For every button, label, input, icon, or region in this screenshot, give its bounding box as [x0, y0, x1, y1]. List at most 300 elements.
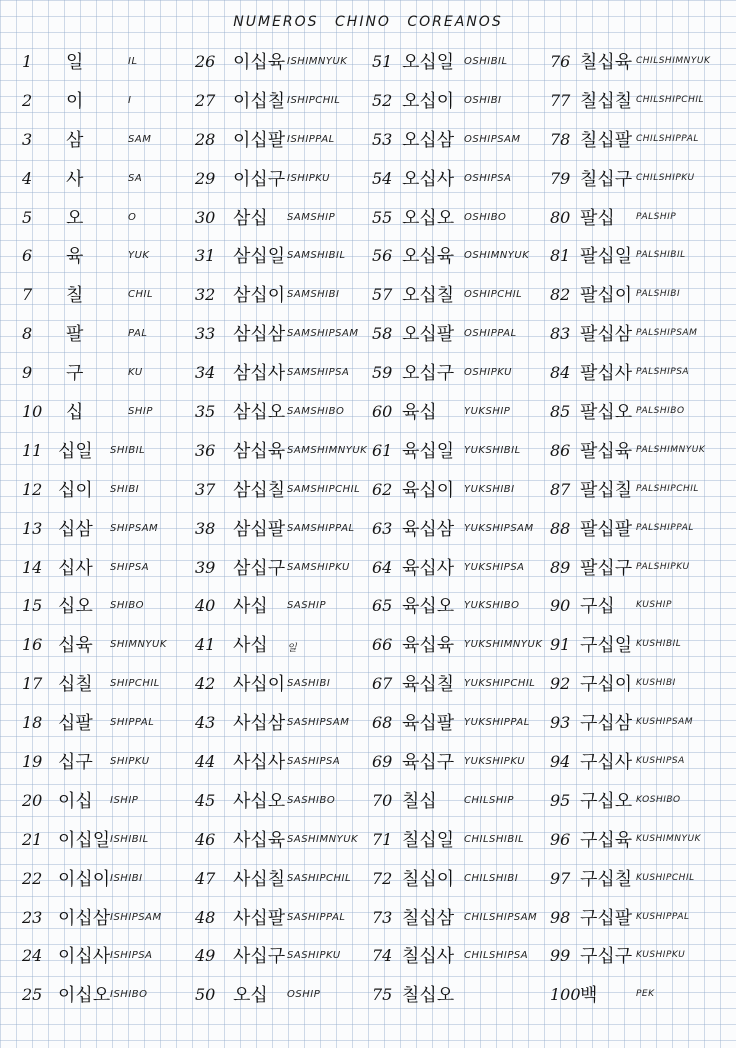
korean-numeral: 삼십팔 [233, 518, 286, 540]
romanization: SHIBO [110, 600, 145, 612]
romanization: PALSHIPKU [636, 561, 690, 572]
number-digits: 92 [550, 674, 571, 694]
romanization: SASHIP [287, 600, 327, 612]
romanization: IL [128, 56, 138, 67]
number-digits: 69 [372, 752, 393, 772]
korean-numeral: 십구 [58, 752, 93, 774]
number-digits: 17 [22, 674, 43, 694]
number-digits: 91 [550, 635, 571, 655]
romanization: SAMSHIPCHIL [287, 483, 361, 495]
korean-numeral: 팔십팔 [580, 518, 633, 540]
number-digits: 53 [372, 129, 393, 149]
number-digits: 2 [22, 90, 33, 110]
romanization: KUSHIMNYUK [636, 833, 701, 844]
romanization: SASHIBO [287, 794, 336, 806]
korean-numeral: 팔십삼 [580, 324, 633, 346]
korean-numeral: 오십구 [402, 363, 455, 385]
number-digits: 4 [22, 168, 33, 188]
romanization: YUKSHIPCHIL [464, 678, 536, 690]
number-digits: 40 [195, 596, 216, 616]
romanization: ISHIPPAL [287, 133, 335, 145]
number-digits: 70 [372, 790, 393, 810]
number-digits: 56 [372, 246, 393, 266]
number-digits: 62 [372, 479, 393, 499]
romanization: SAMSHIPKU [287, 561, 350, 573]
romanization: SHIPSAM [110, 522, 159, 534]
romanization: O [128, 211, 137, 223]
korean-numeral: 팔십 [580, 207, 615, 229]
number-digits: 25 [22, 985, 43, 1005]
page-title: NUMEROS CHINO COREANOS [233, 14, 503, 30]
korean-numeral: 오십팔 [402, 324, 455, 346]
number-digits: 100 [550, 985, 581, 1005]
korean-numeral: 팔십이 [580, 285, 633, 307]
romanization: KU [128, 367, 143, 379]
number-digits: 14 [22, 557, 43, 577]
number-digits: 89 [550, 557, 571, 577]
number-digits: 38 [195, 518, 216, 538]
number-digits: 58 [372, 324, 393, 344]
number-digits: 12 [22, 479, 43, 499]
romanization: SHIPKU [110, 756, 150, 768]
romanization: CHILSHIP [464, 794, 514, 806]
number-digits: 75 [372, 985, 393, 1005]
romanization: ISHIBI [110, 872, 143, 884]
korean-numeral: 사십이 [233, 674, 286, 696]
korean-numeral: 백 [580, 985, 598, 1007]
korean-numeral: 구십육 [580, 829, 633, 851]
korean-numeral: 육 [66, 246, 84, 268]
korean-numeral: 육십칠 [402, 674, 455, 696]
romanization: SAM [128, 133, 152, 145]
romanization: SHIBI [110, 483, 140, 495]
number-digits: 18 [22, 713, 43, 733]
number-digits: 83 [550, 324, 571, 344]
korean-numeral: 사십 [233, 596, 268, 618]
number-digits: 73 [372, 907, 393, 927]
romanization: SHIPCHIL [110, 678, 160, 690]
korean-numeral: 오십칠 [402, 285, 455, 307]
korean-numeral: 팔십사 [580, 363, 633, 385]
romanization: YUKSHIPPAL [464, 717, 530, 729]
number-digits: 98 [550, 907, 571, 927]
number-digits: 23 [22, 907, 43, 927]
romanization: ISHIP [110, 794, 139, 806]
romanization: SHIP [128, 406, 153, 418]
number-digits: 79 [550, 168, 571, 188]
number-digits: 21 [22, 829, 43, 849]
romanization: ISHIMNYUK [287, 56, 348, 67]
romanization: SASHIPCHIL [287, 872, 352, 884]
romanization: YUKSHIMNYUK [464, 639, 543, 651]
korean-numeral: 육십구 [402, 752, 455, 774]
romanization: PAL [128, 328, 148, 340]
number-digits: 78 [550, 129, 571, 149]
romanization: CHILSHIPSA [464, 950, 529, 962]
number-digits: 3 [22, 129, 33, 149]
korean-numeral: 육십이 [402, 479, 455, 501]
korean-numeral: 구십삼 [580, 713, 633, 735]
romanization: OSHIPSAM [464, 133, 521, 145]
romanization: OSHIP [287, 989, 321, 1001]
number-digits: 24 [22, 946, 43, 966]
number-digits: 60 [372, 402, 393, 422]
korean-numeral: 육십팔 [402, 713, 455, 735]
romanization: PALSHIBIL [636, 250, 686, 261]
korean-numeral: 사십구 [233, 946, 286, 968]
korean-numeral: 구십이 [580, 674, 633, 696]
korean-numeral: 구십일 [580, 635, 633, 657]
korean-numeral: 육십오 [402, 596, 455, 618]
korean-numeral: 삼십오 [233, 402, 286, 424]
number-digits: 49 [195, 946, 216, 966]
romanization: ISHIPKU [287, 172, 330, 184]
romanization: ISHIPSA [110, 950, 153, 962]
romanization: SAMSHIP [287, 211, 336, 223]
romanization: YUKSHIPKU [464, 756, 526, 768]
korean-numeral: 삼십일 [233, 246, 286, 268]
korean-numeral: 사십육 [233, 829, 286, 851]
number-digits: 7 [22, 285, 33, 305]
number-digits: 31 [195, 246, 216, 266]
korean-numeral: 이십칠 [233, 90, 286, 112]
number-digits: 94 [550, 752, 571, 772]
korean-numeral: 오십이 [402, 90, 455, 112]
romanization: SAMSHIBO [287, 406, 345, 418]
romanization: OSHIPPAL [464, 328, 517, 340]
korean-numeral: 이십오 [58, 985, 111, 1007]
number-digits: 86 [550, 440, 571, 460]
number-digits: 42 [195, 674, 216, 694]
number-digits: 82 [550, 285, 571, 305]
number-digits: 16 [22, 635, 43, 655]
number-digits: 35 [195, 402, 216, 422]
korean-numeral: 칠십육 [580, 52, 633, 73]
romanization: SASHIPSAM [287, 717, 350, 729]
romanization: YUKSHIBI [464, 483, 515, 495]
romanization: ISHIPSAM [110, 911, 162, 923]
number-digits: 66 [372, 635, 393, 655]
korean-numeral: 십삼 [58, 518, 93, 540]
korean-numeral: 사 [66, 168, 84, 190]
number-digits: 26 [195, 52, 216, 71]
romanization: YUKSHIPSA [464, 561, 525, 573]
romanization: SAMSHIBIL [287, 250, 346, 262]
number-digits: 44 [195, 752, 216, 772]
romanization: SHIMNYUK [110, 639, 167, 651]
number-digits: 20 [22, 790, 43, 810]
korean-numeral: 팔십육 [580, 440, 633, 462]
korean-numeral: 팔 [66, 324, 84, 346]
korean-numeral: 사십삼 [233, 713, 286, 735]
number-digits: 37 [195, 479, 216, 499]
korean-numeral: 칠십사 [402, 946, 455, 968]
romanization: SHIBIL [110, 444, 146, 456]
number-digits: 27 [195, 90, 216, 110]
korean-numeral: 칠십팔 [580, 129, 633, 151]
number-digits: 68 [372, 713, 393, 733]
number-digits: 65 [372, 596, 393, 616]
korean-numeral: 칠십칠 [580, 90, 633, 112]
korean-numeral: 십일 [58, 440, 93, 462]
number-digits: 33 [195, 324, 216, 344]
number-digits: 5 [22, 207, 33, 227]
romanization: SASHIMNYUK [287, 833, 359, 845]
romanization: PEK [636, 989, 655, 1000]
korean-numeral: 이십사 [58, 946, 111, 968]
korean-numeral: 육십사 [402, 557, 455, 579]
korean-numeral: 십이 [58, 479, 93, 501]
romanization: OSHIMNYUK [464, 250, 530, 262]
romanization: PALSHIBI [636, 289, 681, 300]
romanization: PALSHIMNYUK [636, 444, 706, 455]
number-digits: 87 [550, 479, 571, 499]
romanization: KUSHIPPAL [636, 911, 690, 922]
romanization: SASHIPKU [287, 950, 341, 962]
korean-numeral: 구십칠 [580, 868, 633, 890]
romanization: SAMSHIPSAM [287, 328, 359, 340]
romanization: CHILSHIPSAM [464, 911, 538, 923]
korean-numeral: 삼십삼 [233, 324, 286, 346]
number-digits: 80 [550, 207, 571, 227]
korean-numeral: 이십팔 [233, 129, 286, 151]
romanization: KUSHIPKU [636, 950, 686, 961]
korean-numeral: 사십오 [233, 790, 286, 812]
number-digits: 51 [372, 52, 393, 71]
romanization: SAMSHIPPAL [287, 522, 355, 534]
korean-numeral: 구십 [580, 596, 615, 618]
korean-numeral: 구십사 [580, 752, 633, 774]
number-digits: 15 [22, 596, 43, 616]
romanization: OSHIPKU [464, 367, 512, 379]
romanization: OSHIBO [464, 211, 507, 223]
korean-numeral: 팔십일 [580, 246, 633, 268]
korean-numeral: 이십 [58, 790, 93, 812]
romanization: OSHIBIL [464, 56, 508, 67]
romanization: PALSHIPCHIL [636, 483, 699, 494]
number-digits: 59 [372, 363, 393, 383]
korean-numeral: 칠십이 [402, 868, 455, 890]
number-digits: 52 [372, 90, 393, 110]
number-digits: 41 [195, 635, 216, 655]
romanization: SHIPSA [110, 561, 150, 573]
romanization: KUSHIBI [636, 678, 676, 689]
romanization: CHILSHIPPAL [636, 133, 699, 144]
korean-numeral: 이십삼 [58, 907, 111, 929]
korean-numeral: 팔십칠 [580, 479, 633, 501]
korean-numeral: 십 [66, 402, 84, 424]
romanization: SASHIPSA [287, 756, 341, 768]
number-digits: 74 [372, 946, 393, 966]
number-digits: 34 [195, 363, 216, 383]
number-digits: 36 [195, 440, 216, 460]
korean-numeral: 오십삼 [402, 129, 455, 151]
korean-numeral: 오십오 [402, 207, 455, 229]
number-digits: 39 [195, 557, 216, 577]
number-digits: 67 [372, 674, 393, 694]
korean-numeral: 이십구 [233, 168, 286, 190]
romanization: ISHIBIL [110, 833, 149, 845]
romanization: OSHIBI [464, 94, 502, 106]
romanization: PALSHIPPAL [636, 522, 694, 533]
romanization: ISHIBO [110, 989, 148, 1001]
number-digits: 30 [195, 207, 216, 227]
romanization: PALSHIPSA [636, 367, 690, 378]
korean-numeral: 칠십오 [402, 985, 455, 1007]
korean-numeral: 십칠 [58, 674, 93, 696]
korean-numeral: 오십육 [402, 246, 455, 268]
romanization: SAMSHIBI [287, 289, 340, 301]
romanization: CHILSHIBIL [464, 833, 525, 845]
korean-numeral: 육십육 [402, 635, 455, 657]
number-digits: 84 [550, 363, 571, 383]
number-digits: 95 [550, 790, 571, 810]
number-digits: 81 [550, 246, 571, 266]
romanization: CHILSHIMNYUK [636, 56, 711, 66]
korean-numeral: 육십삼 [402, 518, 455, 540]
korean-numeral: 십육 [58, 635, 93, 657]
romanization: SAMSHIMNYUK [287, 444, 368, 456]
romanization: SAMSHIPSA [287, 367, 350, 379]
korean-numeral: 칠십삼 [402, 907, 455, 929]
number-digits: 6 [22, 246, 33, 266]
number-digits: 99 [550, 946, 571, 966]
korean-numeral: 이십육 [233, 52, 286, 73]
number-digits: 19 [22, 752, 43, 772]
romanization: SASHIBI [287, 678, 331, 690]
korean-numeral: 십팔 [58, 713, 93, 735]
korean-numeral: 이십일 [58, 829, 111, 851]
number-digits: 47 [195, 868, 216, 888]
number-digits: 63 [372, 518, 393, 538]
korean-numeral: 삼 [66, 129, 84, 151]
korean-numeral: 오 [66, 207, 84, 229]
number-digits: 64 [372, 557, 393, 577]
romanization: OSHIPSA [464, 172, 512, 184]
korean-numeral: 사십사 [233, 752, 286, 774]
number-digits: 32 [195, 285, 216, 305]
korean-numeral: 일 [66, 52, 84, 73]
romanization: KUSHIPSA [636, 756, 685, 767]
romanization: PALSHIP [636, 211, 677, 222]
number-digits: 72 [372, 868, 393, 888]
romanization: SA [128, 172, 143, 184]
korean-numeral: 삼십칠 [233, 479, 286, 501]
number-digits: 9 [22, 363, 33, 383]
korean-numeral: 십사 [58, 557, 93, 579]
romanization: KUSHIPCHIL [636, 872, 695, 883]
korean-numeral: 구 [66, 363, 84, 385]
korean-numeral: 삼십 [233, 207, 268, 229]
korean-numeral: 구십팔 [580, 907, 633, 929]
romanization: I [128, 94, 132, 106]
korean-numeral: 이 [66, 90, 84, 112]
number-digits: 71 [372, 829, 393, 849]
korean-numeral: 오십일 [402, 52, 455, 73]
romanization: SHIPPAL [110, 717, 155, 729]
korean-numeral: 오십사 [402, 168, 455, 190]
romanization: OSHIPCHIL [464, 289, 523, 301]
number-digits: 43 [195, 713, 216, 733]
romanization: YUKSHIPSAM [464, 522, 534, 534]
number-digits: 88 [550, 518, 571, 538]
number-digits: 61 [372, 440, 393, 460]
korean-numeral: 육십 [402, 402, 437, 424]
number-digits: 93 [550, 713, 571, 733]
korean-numeral: 오십 [233, 985, 268, 1007]
korean-numeral: 팔십오 [580, 402, 633, 424]
romanization: CHILSHIPKU [636, 172, 695, 183]
number-digits: 76 [550, 52, 571, 71]
number-digits: 11 [22, 440, 43, 460]
romanization: YUK [128, 250, 150, 262]
romanization: PALSHIPSAM [636, 328, 698, 339]
korean-numeral: 삼십이 [233, 285, 286, 307]
number-digits: 46 [195, 829, 216, 849]
romanization: ISHIPCHIL [287, 94, 341, 106]
korean-numeral: 구십오 [580, 790, 633, 812]
number-digits: 1 [22, 52, 33, 71]
number-digits: 48 [195, 907, 216, 927]
number-digits: 22 [22, 868, 43, 888]
number-digits: 10 [22, 402, 43, 422]
romanization: YUKSHIBO [464, 600, 520, 612]
romanization: CHIL [128, 289, 154, 301]
romanization: KUSHIPSAM [636, 717, 694, 728]
romanization: 일 [287, 643, 298, 655]
romanization: KOSHIBO [636, 794, 681, 805]
korean-numeral: 삼십구 [233, 557, 286, 579]
romanization: PALSHIBO [636, 406, 685, 417]
korean-numeral: 사십팔 [233, 907, 286, 929]
number-digits: 45 [195, 790, 216, 810]
korean-numeral: 이십이 [58, 868, 111, 890]
number-digits: 90 [550, 596, 571, 616]
number-digits: 28 [195, 129, 216, 149]
korean-numeral: 칠십일 [402, 829, 455, 851]
number-digits: 54 [372, 168, 393, 188]
romanization: SASHIPPAL [287, 911, 346, 923]
korean-numeral: 칠 [66, 285, 84, 307]
romanization: CHILSHIBI [464, 872, 519, 884]
number-digits: 50 [195, 985, 216, 1005]
number-digits: 8 [22, 324, 33, 344]
romanization: KUSHIP [636, 600, 672, 611]
romanization: YUKSHIP [464, 406, 511, 418]
korean-numeral: 육십일 [402, 440, 455, 462]
korean-numeral: 사십칠 [233, 868, 286, 890]
korean-numeral: 삼십사 [233, 363, 286, 385]
korean-numeral: 구십구 [580, 946, 633, 968]
romanization: YUKSHIBIL [464, 444, 521, 456]
number-digits: 97 [550, 868, 571, 888]
korean-numeral: 십오 [58, 596, 93, 618]
number-digits: 85 [550, 402, 571, 422]
romanization: KUSHIBIL [636, 639, 682, 650]
romanization: CHILSHIPCHIL [636, 94, 705, 105]
number-digits: 13 [22, 518, 43, 538]
number-digits: 77 [550, 90, 571, 110]
number-digits: 96 [550, 829, 571, 849]
korean-numeral: 사십 [233, 635, 268, 657]
number-digits: 29 [195, 168, 216, 188]
korean-numeral: 팔십구 [580, 557, 633, 579]
number-digits: 55 [372, 207, 393, 227]
korean-numeral: 칠십구 [580, 168, 633, 190]
korean-numeral: 삼십육 [233, 440, 286, 462]
number-digits: 57 [372, 285, 393, 305]
korean-numeral: 칠십 [402, 790, 437, 812]
